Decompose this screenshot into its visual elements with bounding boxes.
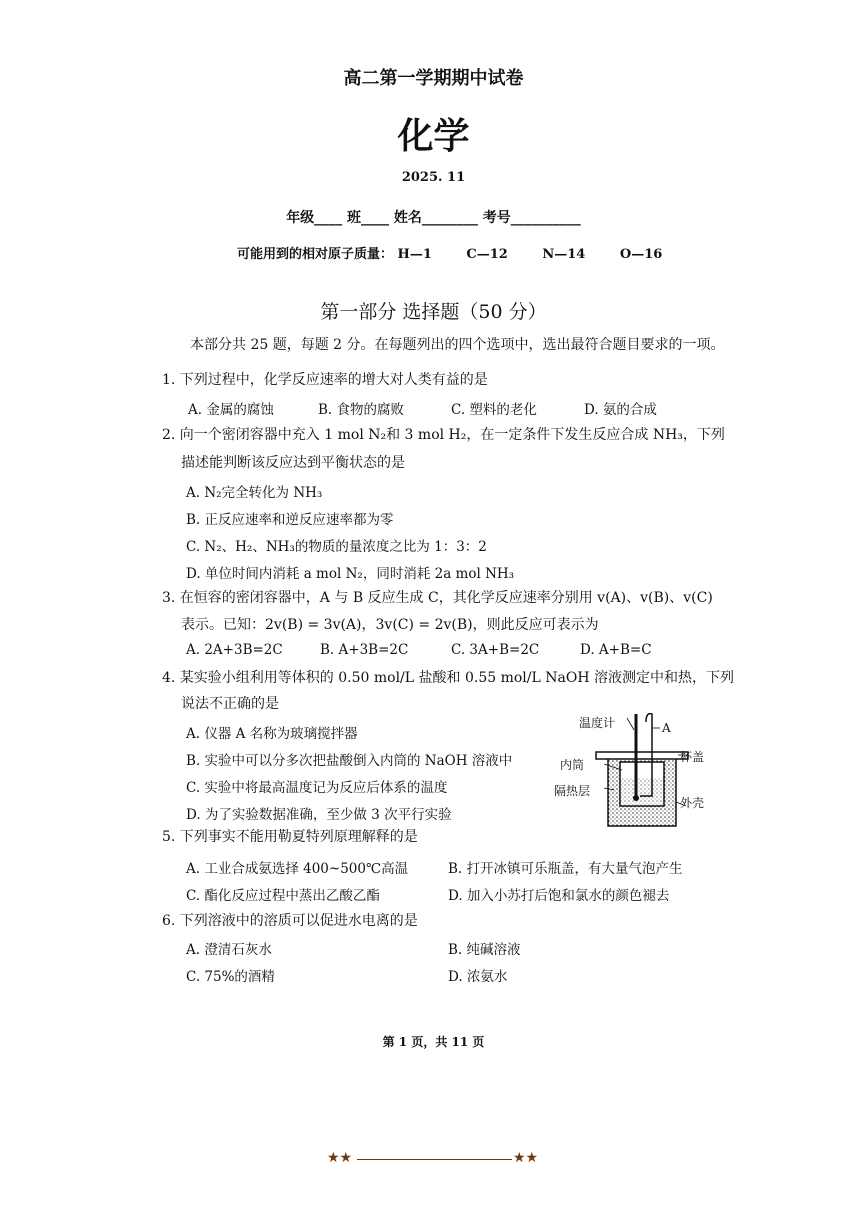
- label-lid: 杯盖: [680, 750, 705, 764]
- exam-date: 2025. 11: [401, 170, 466, 185]
- q4-option-d: D. 为了实验数据准确，至少做 3 次平行实验: [186, 807, 452, 823]
- question-2-stem-line2: 描述能判断该反应达到平衡状态的是: [181, 455, 405, 471]
- q1-option-b: B. 食物的腐败: [318, 402, 405, 418]
- q3-option-c: C. 3A+B=2C: [451, 642, 540, 658]
- atomic-masses: [237, 243, 662, 262]
- calorimeter-diagram: [554, 700, 730, 830]
- liquid-shape: [621, 778, 663, 805]
- q3-option-a: A. 2A+3B=2C: [186, 642, 283, 658]
- q4-option-a: A. 仪器 A 名称为玻璃搅拌器: [186, 726, 358, 742]
- q4-option-b: B. 实验中可以分多次把盐酸倒入内筒的 NaOH 溶液中: [186, 753, 513, 769]
- subject-title: 化学: [397, 115, 470, 157]
- question-4-stem-line2: 说法不正确的是: [181, 696, 279, 712]
- q6-option-a: A. 澄清石灰水: [186, 942, 272, 958]
- q5-option-a: A. 工业合成氨选择 400~500℃高温: [186, 861, 409, 877]
- label-thermometer: 温度计: [579, 716, 616, 730]
- atomic-mass-h: H—1: [397, 247, 432, 262]
- question-5-stem: 5. 下列事实不能用勒夏特列原理解释的是: [162, 829, 418, 845]
- atomic-mass-o: O—16: [619, 247, 663, 262]
- q3-option-d: D. A+B=C: [580, 642, 652, 658]
- question-3-stem-line1: 3. 在恒容的密闭容器中，A 与 B 反应生成 C，其化学反应速率分别用 v(A)、v(B)、v(C): [162, 590, 713, 606]
- star-icon-right: ★★: [513, 1150, 539, 1166]
- label-inner-cup: 内筒: [560, 758, 585, 772]
- atomic-mass-n: N—14: [542, 247, 586, 262]
- page-number: 第 1 页，共 11 页: [382, 1035, 485, 1049]
- q5-option-c: C. 酯化反应过程中蒸出乙酸乙酯: [186, 888, 380, 904]
- question-4-stem-line1: 4. 某实验小组利用等体积的 0.50 mol/L 盐酸和 0.55 mol/L NaOH 溶液测定中和热，下列: [162, 670, 734, 686]
- question-1-stem: 1. 下列过程中，化学反应速率的增大对人类有益的是: [162, 372, 488, 388]
- q2-option-c: C. N₂、H₂、NH₃的物质的量浓度之比为 1：3：2: [186, 539, 487, 555]
- label-shell: 外壳: [680, 796, 705, 810]
- ornament-divider: [357, 1159, 512, 1160]
- section-instructions: 本部分共 25 题，每题 2 分。在每题列出的四个选项中，选出最符合题目要求的一项。: [190, 337, 725, 353]
- q5-option-d: D. 加入小苏打后饱和氯水的颜色褪去: [448, 888, 670, 904]
- q6-option-c: C. 75%的酒精: [186, 969, 275, 985]
- q3-option-b: B. A+3B=2C: [320, 642, 409, 658]
- q6-option-b: B. 纯碱溶液: [448, 942, 521, 958]
- star-icon-left: ★★: [327, 1150, 353, 1166]
- student-info-line: 年级____ 班____ 姓名________ 考号__________: [286, 210, 581, 226]
- label-a: A: [662, 721, 671, 735]
- q1-option-a: A. 金属的腐蚀: [188, 402, 274, 418]
- q2-option-b: B. 正反应速率和逆反应速率都为零: [186, 512, 394, 528]
- atomic-mass-c: C—12: [466, 247, 508, 262]
- q4-option-c: C. 实验中将最高温度记为反应后体系的温度: [186, 780, 448, 796]
- question-3-stem-line2: 表示。已知：2v(B) = 3v(A)，3v(C) = 2v(B)，则此反应可表示为: [181, 617, 599, 633]
- lid-shape: [596, 752, 688, 759]
- q1-option-d: D. 氨的合成: [584, 402, 657, 418]
- q5-option-b: B. 打开冰镇可乐瓶盖，有大量气泡产生: [448, 861, 683, 877]
- atomic-masses-label: 可能用到的相对原子质量：: [237, 247, 394, 262]
- question-6-stem: 6. 下列溶液中的溶质可以促进水电离的是: [162, 913, 418, 929]
- label-insulation: 隔热层: [554, 784, 591, 798]
- q6-option-d: D. 浓氨水: [448, 969, 508, 985]
- question-2-stem-line1: 2. 向一个密闭容器中充入 1 mol N₂和 3 mol H₂，在一定条件下发生反应合成 NH₃，下列: [162, 427, 725, 443]
- q2-option-a: A. N₂完全转化为 NH₃: [186, 485, 323, 501]
- q1-option-c: C. 塑料的老化: [451, 402, 537, 418]
- section-title: 第一部分 选择题（50 分）: [320, 301, 547, 323]
- exam-title: 高二第一学期期中试卷: [343, 68, 524, 89]
- footer-ornament: [327, 1150, 540, 1170]
- q2-option-d: D. 单位时间内消耗 a mol N₂，同时消耗 2a mol NH₃: [186, 566, 515, 582]
